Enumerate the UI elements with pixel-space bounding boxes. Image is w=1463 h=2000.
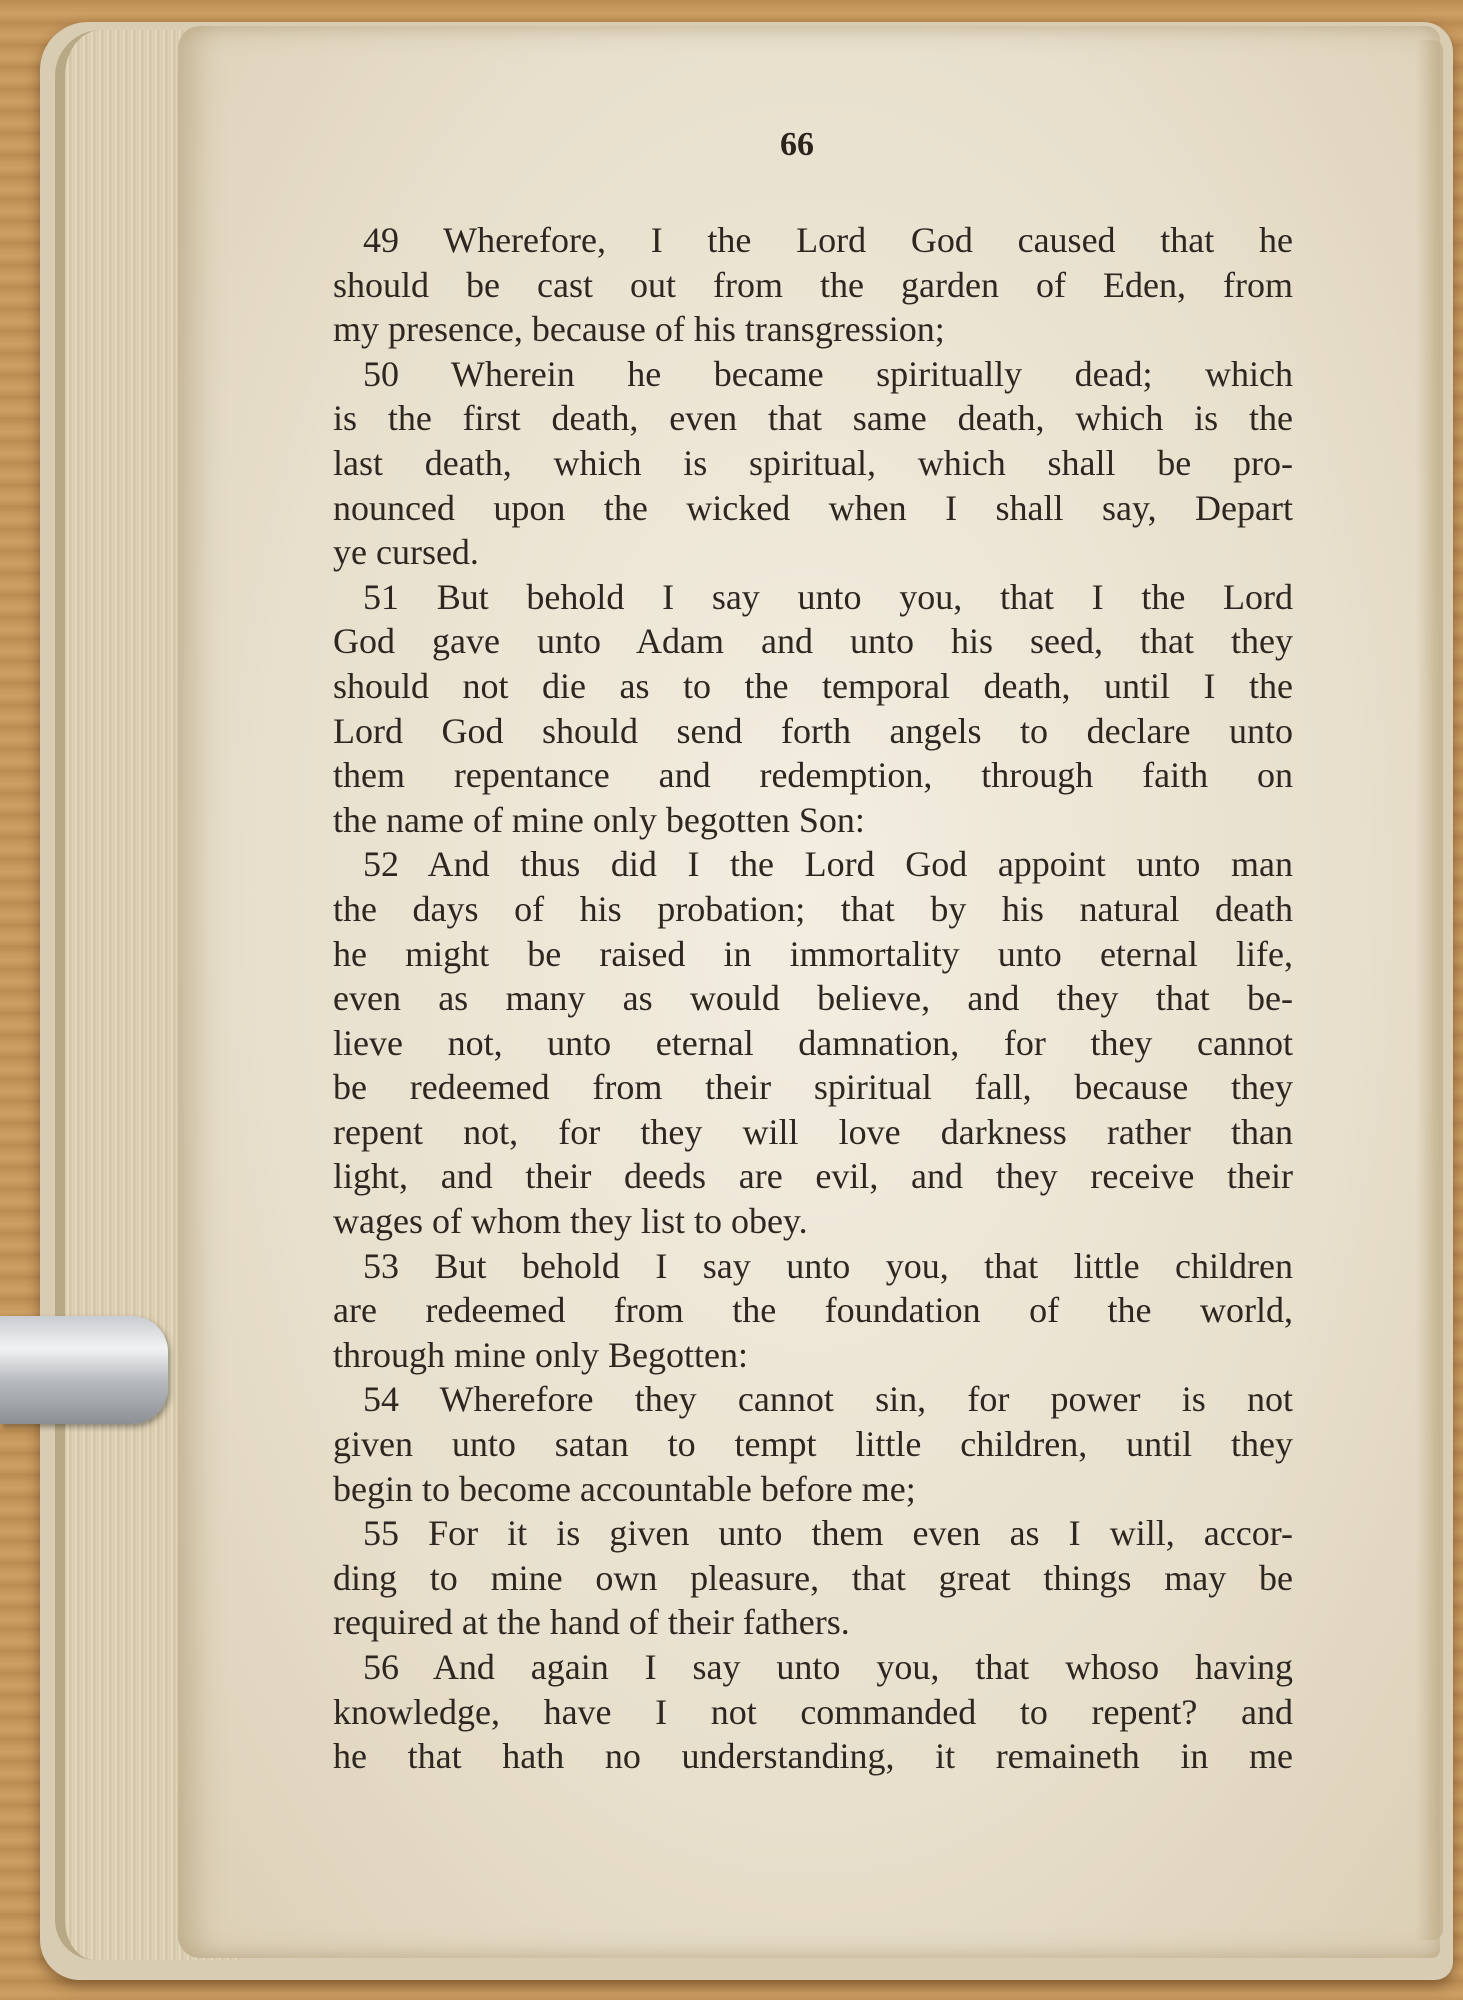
text-line: nounced upon the wicked when I shall say, Depart — [333, 487, 1293, 528]
text-line: should not die as to the temporal death, until I the — [333, 665, 1293, 706]
text-line: be redeemed from their spiritual fall, because they — [333, 1067, 1293, 1108]
text-line: 49 Wherefore, I the Lord God caused that he — [363, 220, 1293, 260]
page-right-edge — [1415, 40, 1443, 1940]
verse-51 — [333, 575, 1293, 843]
text-line: through mine only Begotten: — [333, 1334, 748, 1375]
text-line: knowledge, have I not commanded to repent? and — [333, 1691, 1293, 1732]
text-line: 52 And thus did I the Lord God appoint unto man — [363, 844, 1293, 885]
page-text — [333, 218, 1293, 1779]
text-line: required at the hand of their fathers. — [333, 1602, 850, 1643]
text-line: 53 But behold I say unto you, that little children — [363, 1245, 1293, 1286]
text-line: ye cursed. — [333, 532, 479, 573]
page-number: 66 — [780, 126, 814, 163]
text-line: even as many as would believe, and they that be- — [333, 978, 1293, 1019]
text-line: them repentance and redemption, through faith on — [333, 755, 1293, 796]
text-line: the days of his probation; that by his natural death — [333, 888, 1293, 929]
text-line: 56 And again I say unto you, that whoso having — [363, 1647, 1293, 1687]
verse-55 — [333, 1511, 1293, 1645]
text-line: 54 Wherefore they cannot sin, for power is not — [363, 1379, 1293, 1420]
text-line: 55 For it is given unto them even as I will, accor- — [363, 1513, 1293, 1554]
text-line: begin to become accountable before me; — [333, 1468, 916, 1509]
verse-52 — [333, 842, 1293, 1243]
text-line: is the first death, even that same death, which is the — [333, 398, 1293, 439]
text-line: 50 Wherein he became spiritually dead; which — [363, 353, 1293, 394]
verse-54 — [333, 1377, 1293, 1511]
verse-53 — [333, 1244, 1293, 1378]
text-line: the name of mine only begotten Son: — [333, 799, 865, 840]
text-line: Lord God should send forth angels to declare unto — [333, 710, 1293, 751]
text-line: my presence, because of his transgression; — [333, 309, 945, 350]
text-line: light, and their deeds are evil, and they receive their — [333, 1156, 1293, 1197]
text-line: last death, which is spiritual, which shall be pro- — [333, 442, 1293, 483]
text-line: God gave unto Adam and unto his seed, that they — [333, 621, 1293, 662]
text-line: he that hath no understanding, it remaineth in me — [333, 1736, 1293, 1777]
text-line: wages of whom they list to obey. — [333, 1201, 808, 1242]
text-line: repent not, for they will love darkness rather than — [333, 1111, 1293, 1152]
verse-49 — [333, 218, 1293, 352]
metal-bookmark — [0, 1316, 168, 1424]
text-line: lieve not, unto eternal damnation, for they cannot — [333, 1022, 1293, 1063]
text-line: given unto satan to tempt little children, until they — [333, 1424, 1293, 1465]
text-line: 51 But behold I say unto you, that I the Lord — [363, 576, 1293, 617]
verse-50 — [333, 352, 1293, 575]
text-line: are redeemed from the foundation of the world, — [333, 1290, 1293, 1331]
text-line: he might be raised in immortality unto eternal life, — [333, 933, 1293, 974]
text-line: ding to mine own pleasure, that great things may be — [333, 1557, 1293, 1598]
text-line: should be cast out from the garden of Eden, from — [333, 264, 1293, 305]
verse-56 — [333, 1645, 1293, 1779]
